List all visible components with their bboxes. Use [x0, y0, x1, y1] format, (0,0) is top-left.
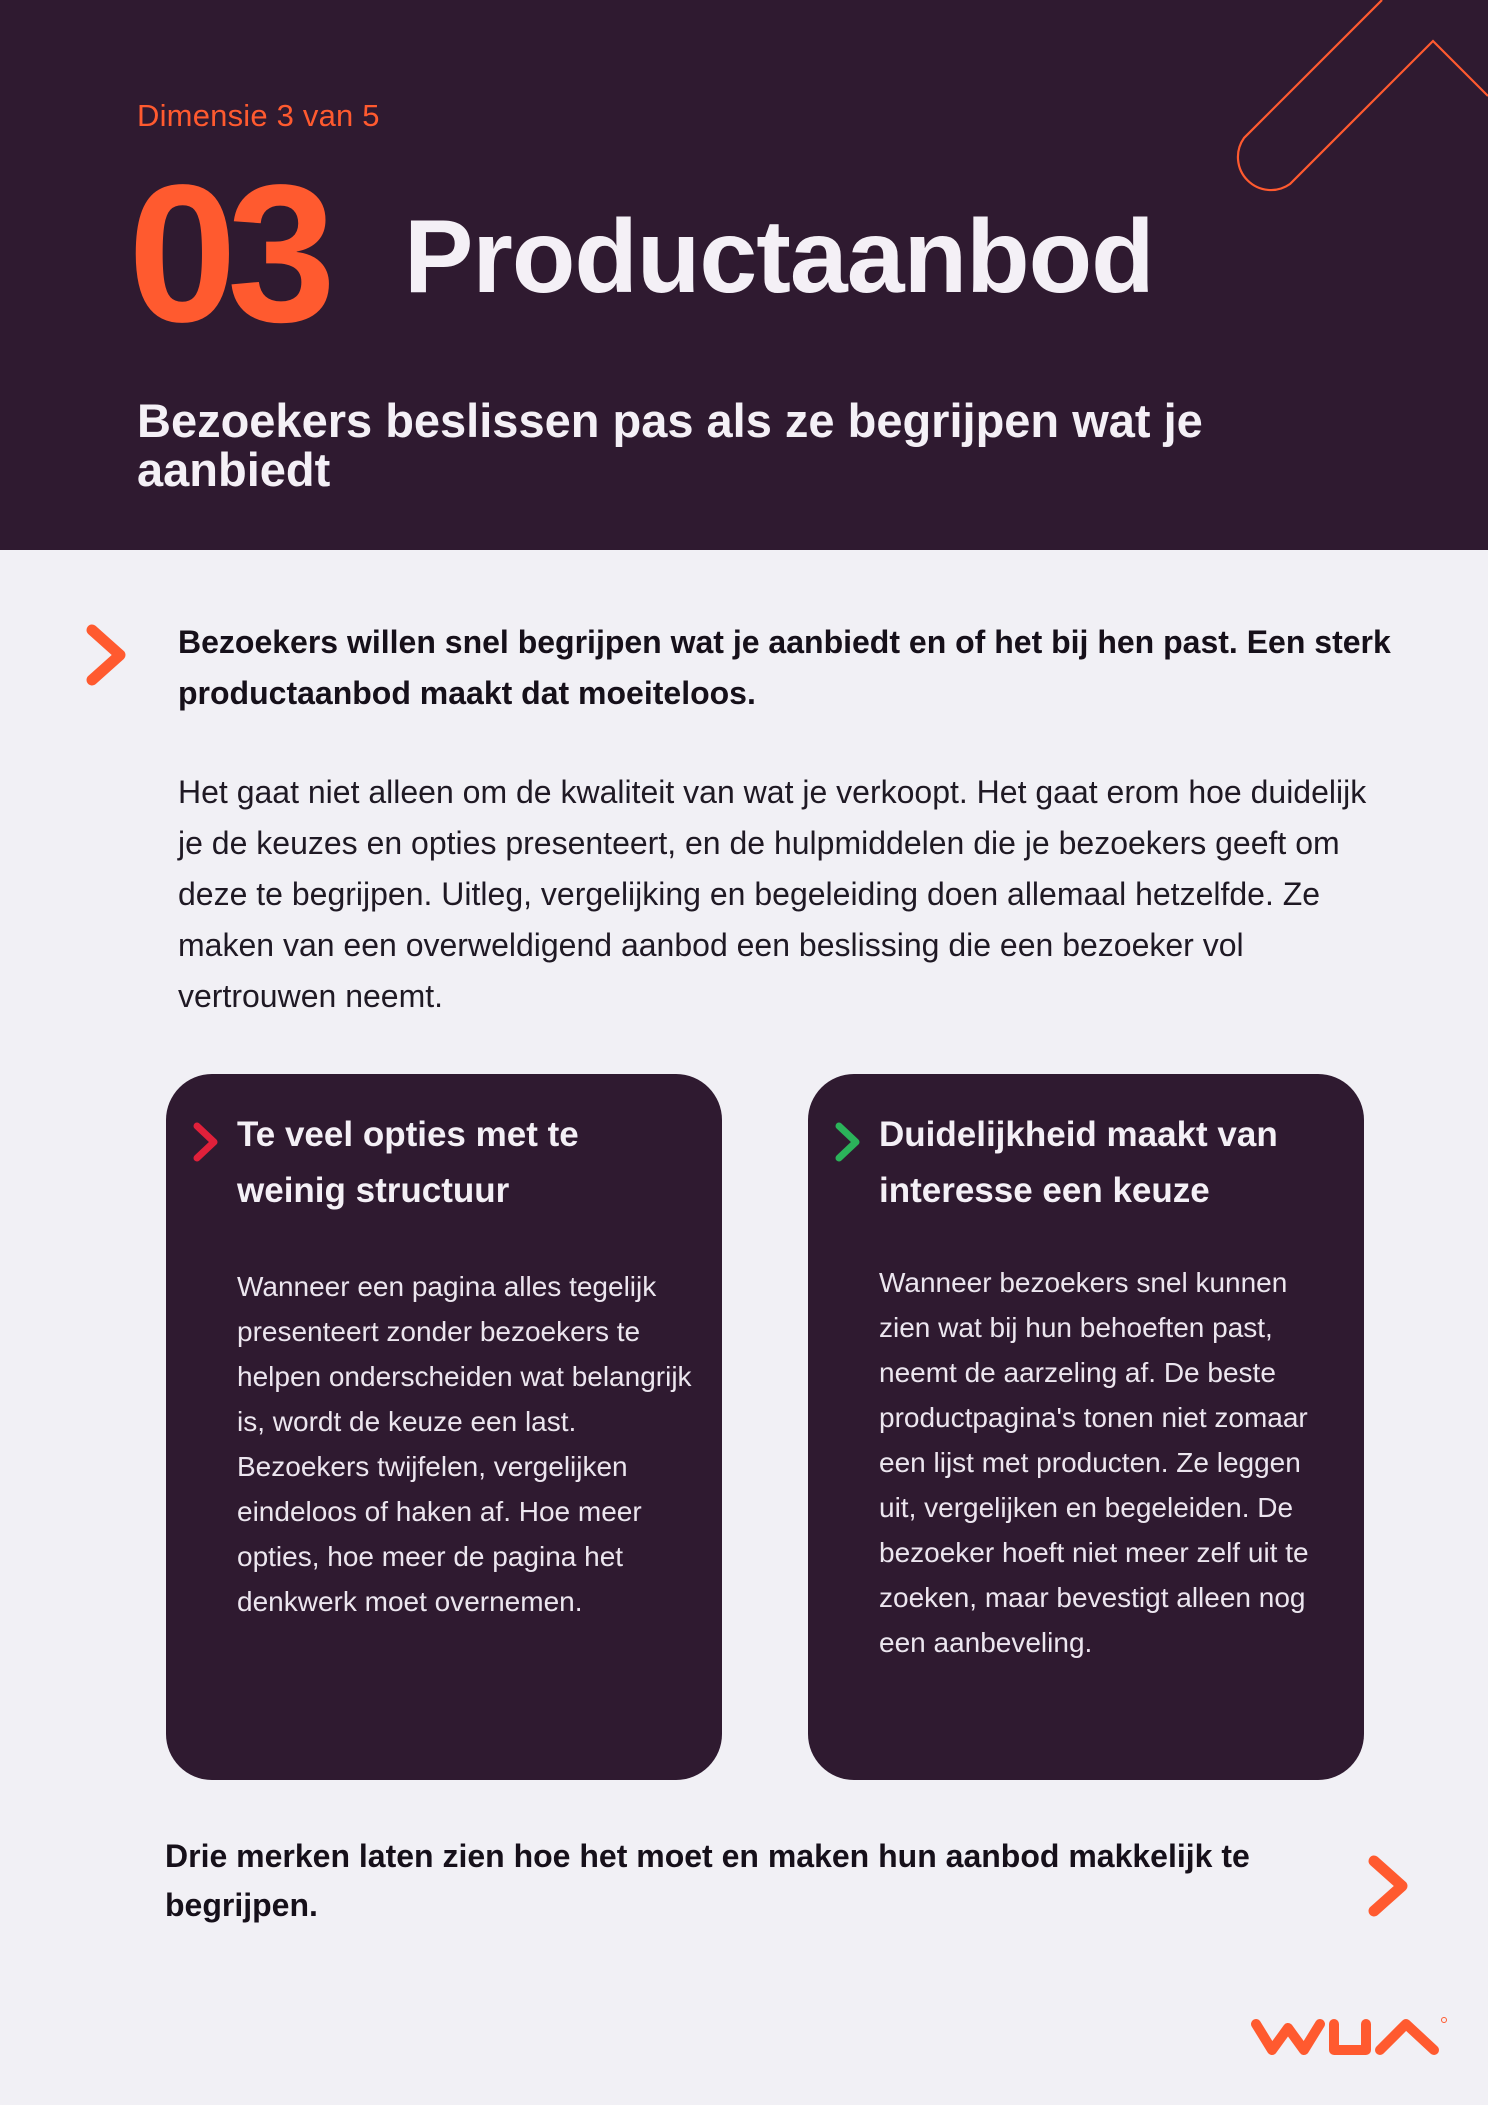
- closing-statement: Drie merken laten zien hoe het moet en maken hun aanbod makkelijk te begrijpen.: [165, 1838, 1250, 1923]
- intro-lead: Bezoekers willen snel begrijpen wat je aanbiedt en of het bij hen past. Een sterk productaanbod maakt dat moeiteloos.: [178, 624, 1391, 711]
- page-subtitle: Bezoekers beslissen pas als ze begrijpen wat je aanbiedt: [137, 394, 1203, 496]
- section-number: 03: [128, 144, 327, 363]
- card-text: Wanneer een pagina alles tegelijk presenteert zonder bezoekers te helpen onderscheiden wat belangrijk is, wordt de keuze een last. Bezoekers twijfelen, vergelijken eindeloos of haken af. Hoe meer opties, hoe meer de pagina het denkwerk moet overnemen.: [237, 1271, 692, 1617]
- card-title: Te veel opties met te weinig structuur: [237, 1115, 579, 1210]
- card-text: Wanneer bezoekers snel kunnen zien wat bij hun behoeften past, neemt de aarzeling af. De beste productpagina's tonen niet zomaar een lijst met producten. Ze leggen uit, vergelijken en begeleiden. De bezoeker hoeft niet meer zelf uit te zoeken, maar bevestigt alleen nog een aanbeveling.: [879, 1267, 1309, 1658]
- solution-card: [808, 1074, 1364, 1780]
- chevron-right-icon: [84, 622, 130, 688]
- section-kicker: Dimensie 3 van 5: [137, 98, 380, 133]
- intro-body: Het gaat niet alleen om de kwaliteit van wat je verkoopt. Het gaat erom hoe duidelijk je de keuzes en opties presenteert, en de hulpmiddelen die je bezoekers geeft om deze te begrijpen. Uitleg, vergelijking en begeleiding doen allemaal hetzelfde. Ze maken van een overweldigend aanbod een beslissing die een bezoeker vol vertrouwen neemt.: [178, 774, 1367, 1014]
- chevron-right-icon: [190, 1120, 222, 1164]
- next-chevron-icon[interactable]: [1366, 1853, 1412, 1919]
- card-title: Duidelijkheid maakt van interesse een keuze: [879, 1115, 1278, 1210]
- page-title: Productaanbod: [404, 199, 1154, 315]
- header-banner: [0, 0, 1488, 550]
- wua-logo: [1250, 2010, 1450, 2066]
- problem-card: [166, 1074, 722, 1780]
- chevron-right-icon: [832, 1120, 864, 1164]
